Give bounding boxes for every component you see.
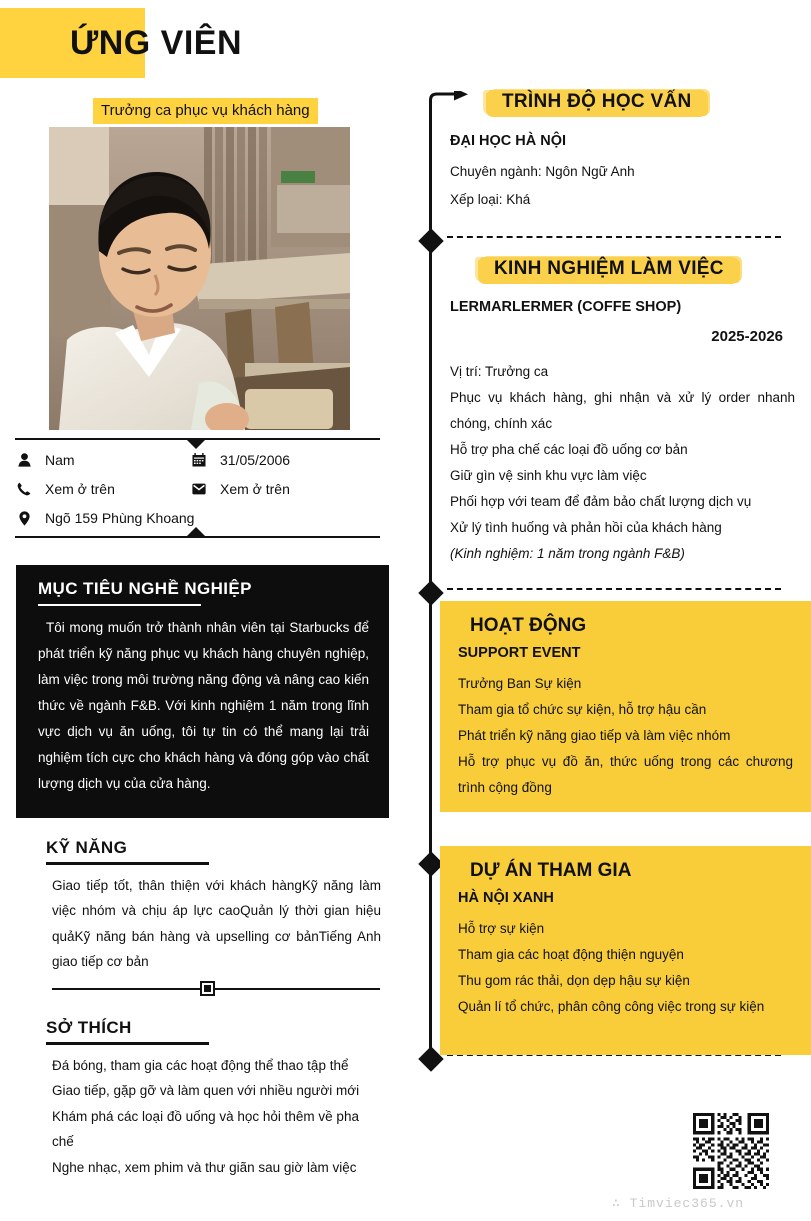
list-item: Hỗ trợ pha chế các loại đồ uống cơ bản [450,442,688,457]
skills-heading: KỸ NĂNG [46,838,128,857]
left-column [0,0,400,1221]
contact-phone-value: Xem ở trên [45,481,115,497]
envelope-icon [190,483,208,495]
list-item: Quản lí tổ chức, phân công công việc trong sự kiện [458,999,765,1014]
contact-gender-value: Nam [45,452,75,468]
section-divider [447,236,781,238]
activities-org: SUPPORT EVENT [458,645,581,661]
list-item: Hỗ trợ phục vụ đồ ăn, thức uống trong các chương trình cộng đồng [458,754,793,795]
site-watermark: ∴ Timviec365.vn [612,1196,745,1211]
experience-heading: KINH NGHIỆM LÀM VIỆC [480,255,738,285]
experience-section [440,255,811,567]
activities-section [440,601,811,812]
contact-address [15,510,380,526]
list-item: Tham gia tổ chức sự kiện, hỗ trợ hậu cần [458,702,707,717]
timeline-marker [418,228,443,253]
contact-gender [15,452,190,468]
education-heading: TRÌNH ĐỘ HỌC VẤN [488,88,706,118]
job-title-banner: Trưởng ca phục vụ khách hàng [93,98,318,124]
contact-divider-top [15,438,380,440]
contact-phone[interactable] [15,481,190,497]
contact-email-value: Xem ở trên [220,481,290,497]
skills-text: Giao tiếp tốt, thân thiện với khách hàngKỹ năng làm việc nhóm và chịu áp lực caoQuản lý thời gian hiệu quảKỹ năng bán hàng và upselling cơ bảnTiếng Anh giao tiếp cơ bản [52,877,381,969]
skills-slider[interactable] [52,981,380,997]
contact-email[interactable] [190,481,380,497]
hobbies-heading: SỞ THÍCH [46,1018,132,1037]
slider-track [52,988,380,990]
page-title: ỨNG VIÊN [70,24,243,62]
list-item: Thu gom rác thải, dọn dẹp hậu sự kiện [458,973,690,988]
heading-underline [46,862,209,865]
hobbies-list [16,1053,381,1181]
list-item: Tham gia các hoạt động thiện nguyện [458,947,684,962]
experience-position: Vị trí: Trưởng ca [450,364,549,379]
education-section [440,88,811,213]
project-name: HÀ NỘI XANH [458,890,554,906]
triangle-down-icon [187,440,205,449]
list-item: Nghe nhạc, xem phim và thư giãn sau giờ làm việc [52,1159,357,1175]
contact-dob-value: 31/05/2006 [220,452,291,468]
list-item: Đá bóng, tham gia các hoạt động thể thao tập thể [52,1057,349,1073]
calendar-icon [190,453,208,467]
timeline [422,92,442,1062]
list-item: Phục vụ khách hàng, ghi nhận và xử lý order nhanh chóng, chính xác [450,390,795,431]
career-objective-section [16,565,389,818]
list-item: Hỗ trợ sự kiện [458,921,545,936]
list-item: Giao tiếp, gặp gỡ và làm quen với nhiều người mới [52,1083,360,1098]
heading-underline [46,1042,209,1045]
skills-section [16,838,381,997]
list-item: Giữ gìn vệ sinh khu vực làm việc [450,468,647,483]
projects-section [440,846,811,1055]
list-item: Phát triển kỹ năng giao tiếp và làm việc nhóm [458,728,731,743]
contact-block [15,438,380,538]
section-divider [447,588,781,590]
list-item: Xử lý tình huống và phản hồi của khách hàng [450,520,722,535]
list-item: Trưởng Ban Sự kiện [458,676,582,691]
education-grade: Xếp loại: Khá [450,192,531,207]
person-icon [15,453,33,467]
slider-handle[interactable] [200,981,215,996]
experience-note: (Kinh nghiệm: 1 năm trong ngành F&B) [450,546,685,561]
projects-heading: DỰ ÁN THAM GIA [470,860,632,881]
list-item: Khám phá các loại đồ uống và học hỏi thêm về pha chế [52,1108,359,1149]
phone-icon [15,482,33,496]
education-major: Chuyên ngành: Ngôn Ngữ Anh [450,164,635,179]
hobbies-section [16,1018,381,1180]
experience-company: LERMARLERMER (COFFE SHOP) [450,299,682,315]
list-item: Phối hợp với team để đảm bảo chất lượng dịch vụ [450,494,752,509]
qr-code[interactable] [691,1113,771,1189]
heading-underline [38,604,201,606]
career-objective-text: Tôi mong muốn trở thành nhân viên tại Starbucks để phát triển kỹ năng phục vụ khách hàng chuyên nghiệp, làm việc trong môi trường năng động và nâng cao kiến thức về ngành F&B. Với kinh nghiệm 1 năm trong lĩnh vực dịch vụ ăn uống, tôi tự tin có thể mang lại trải nghiệm tích cực cho khách hàng và đóng góp vào chất lượng dịch vụ của cửa hàng. [38,620,369,791]
experience-period: 2025-2026 [711,328,783,345]
contact-address-value: Ngõ 159 Phùng Khoang [45,510,195,526]
candidate-photo [49,127,350,430]
career-objective-heading: MỤC TIÊU NGHỀ NGHIỆP [38,579,252,598]
triangle-up-icon [187,527,205,536]
contact-divider-bottom [15,536,380,538]
location-pin-icon [15,511,33,526]
activities-heading: HOẠT ĐỘNG [470,615,587,636]
contact-dob [190,452,380,468]
education-school: ĐẠI HỌC HÀ NỘI [450,133,566,149]
